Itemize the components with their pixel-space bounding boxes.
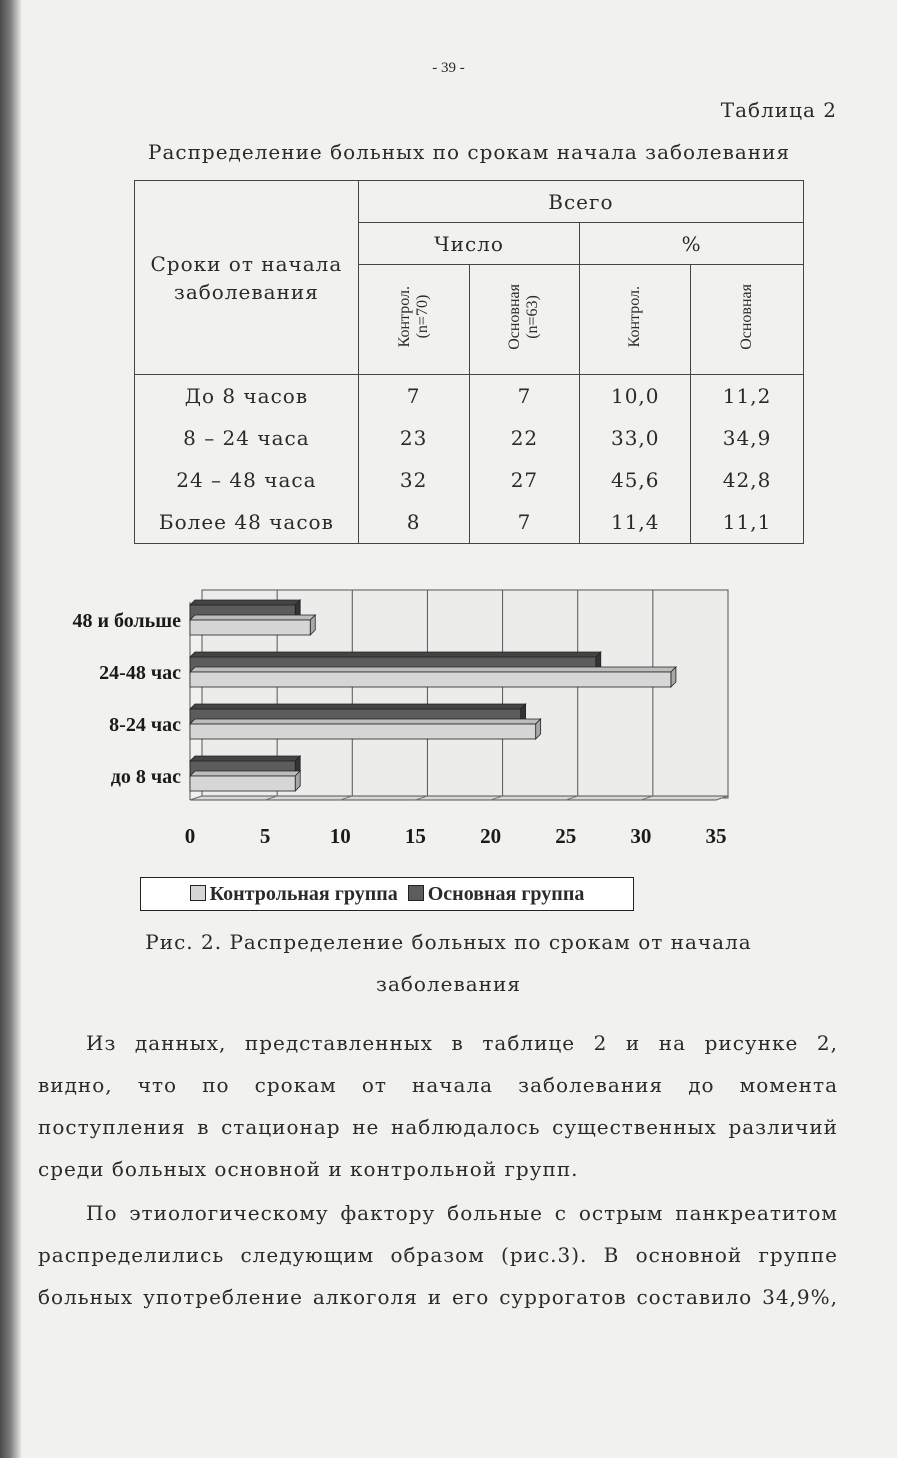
bar-top xyxy=(190,615,315,620)
value-cell: 11,2 xyxy=(691,375,804,418)
legend-item-control: Контрольная группа xyxy=(190,883,398,906)
value-cell: 7 xyxy=(469,375,580,418)
period-cell: 24 – 48 часа xyxy=(135,459,359,501)
table-label: Таблица 2 xyxy=(720,98,837,122)
y-category-label: 48 и больше xyxy=(72,610,181,632)
text-line: среди больных основной и контрольной групп. xyxy=(38,1157,579,1181)
bar-top xyxy=(190,600,300,605)
value-cell: 11,1 xyxy=(691,501,804,544)
value-cell: 10,0 xyxy=(580,375,691,418)
figure-caption-line1: Рис. 2. Распределение больных по срокам от начала xyxy=(145,930,752,954)
table-title: Распределение больных по срокам начала заболевания xyxy=(148,140,791,164)
value-cell: 42,8 xyxy=(691,459,804,501)
total-header: Всего xyxy=(358,181,803,223)
percent-header: % xyxy=(580,223,804,265)
value-cell: 33,0 xyxy=(580,417,691,459)
chart-legend xyxy=(140,877,634,911)
value-cell: 8 xyxy=(358,501,469,544)
value-cell: 27 xyxy=(469,459,580,501)
table-row xyxy=(135,459,804,501)
value-cell: 32 xyxy=(358,459,469,501)
bar-chart-svg xyxy=(0,575,897,875)
col-control-percent-header: Контрол. xyxy=(580,265,691,375)
col-main-count-header: Основная (n=63) xyxy=(469,265,580,375)
text-line: поступления в стационар не наблюдалось существенных различий xyxy=(38,1115,838,1139)
legend-swatch-main xyxy=(408,885,424,901)
value-cell: 45,6 xyxy=(580,459,691,501)
x-tick-label: 30 xyxy=(630,824,652,848)
text-line: видно, что по срокам от начала заболевания до момента xyxy=(38,1073,838,1097)
stub-header: Сроки от начала заболевания xyxy=(135,181,359,375)
distribution-table xyxy=(134,180,804,544)
x-tick-label: 35 xyxy=(705,824,727,848)
x-tick-label: 20 xyxy=(480,824,502,848)
table-row xyxy=(135,375,804,418)
bar-chart xyxy=(0,575,897,915)
period-cell: 8 – 24 часа xyxy=(135,417,359,459)
y-category-label: 8-24 час xyxy=(109,714,181,736)
bar-top xyxy=(190,704,526,709)
x-tick-label: 10 xyxy=(329,824,351,848)
x-tick-label: 15 xyxy=(404,824,426,848)
bar xyxy=(190,776,295,791)
legend-item-main: Основная группа xyxy=(408,883,585,906)
value-cell: 11,4 xyxy=(580,501,691,544)
text-line: По этиологическому фактору больные с острым панкреатитом xyxy=(86,1201,838,1225)
y-category-label: до 8 час xyxy=(110,766,181,788)
figure-caption-line2: заболевания xyxy=(376,972,521,996)
period-cell: До 8 часов xyxy=(135,375,359,418)
x-tick-label: 5 xyxy=(259,824,271,848)
col-main-percent-header: Основная xyxy=(691,265,804,375)
bar-top xyxy=(190,652,601,657)
bar xyxy=(190,672,671,687)
value-cell: 23 xyxy=(358,417,469,459)
x-tick-label: 25 xyxy=(555,824,577,848)
count-header: Число xyxy=(358,223,580,265)
table-row xyxy=(135,501,804,544)
bar-top xyxy=(190,771,300,776)
bar-top xyxy=(190,756,300,761)
period-cell: Более 48 часов xyxy=(135,501,359,544)
bar xyxy=(190,724,536,739)
value-cell: 22 xyxy=(469,417,580,459)
value-cell: 34,9 xyxy=(691,417,804,459)
col-control-count-header: Контрол. (n=70) xyxy=(358,265,469,375)
bar-top xyxy=(190,667,676,672)
x-tick-label: 0 xyxy=(184,824,196,848)
value-cell: 7 xyxy=(469,501,580,544)
bar-top xyxy=(190,719,541,724)
value-cell: 7 xyxy=(358,375,469,418)
table-row xyxy=(135,417,804,459)
page-number: - 39 - xyxy=(432,60,465,76)
paragraph-1 xyxy=(38,1022,838,1190)
text-line: распределились следующим образом (рис.3). В основной группе xyxy=(38,1243,838,1267)
y-category-label: 24-48 час xyxy=(99,662,181,684)
text-line: больных употребление алкоголя и его суррогатов составило 34,9%, xyxy=(38,1285,838,1309)
bar xyxy=(190,620,310,635)
paragraph-2 xyxy=(38,1192,838,1318)
legend-swatch-control xyxy=(190,885,206,901)
text-line: Из данных, представленных в таблице 2 и на рисунке 2, xyxy=(86,1031,838,1055)
